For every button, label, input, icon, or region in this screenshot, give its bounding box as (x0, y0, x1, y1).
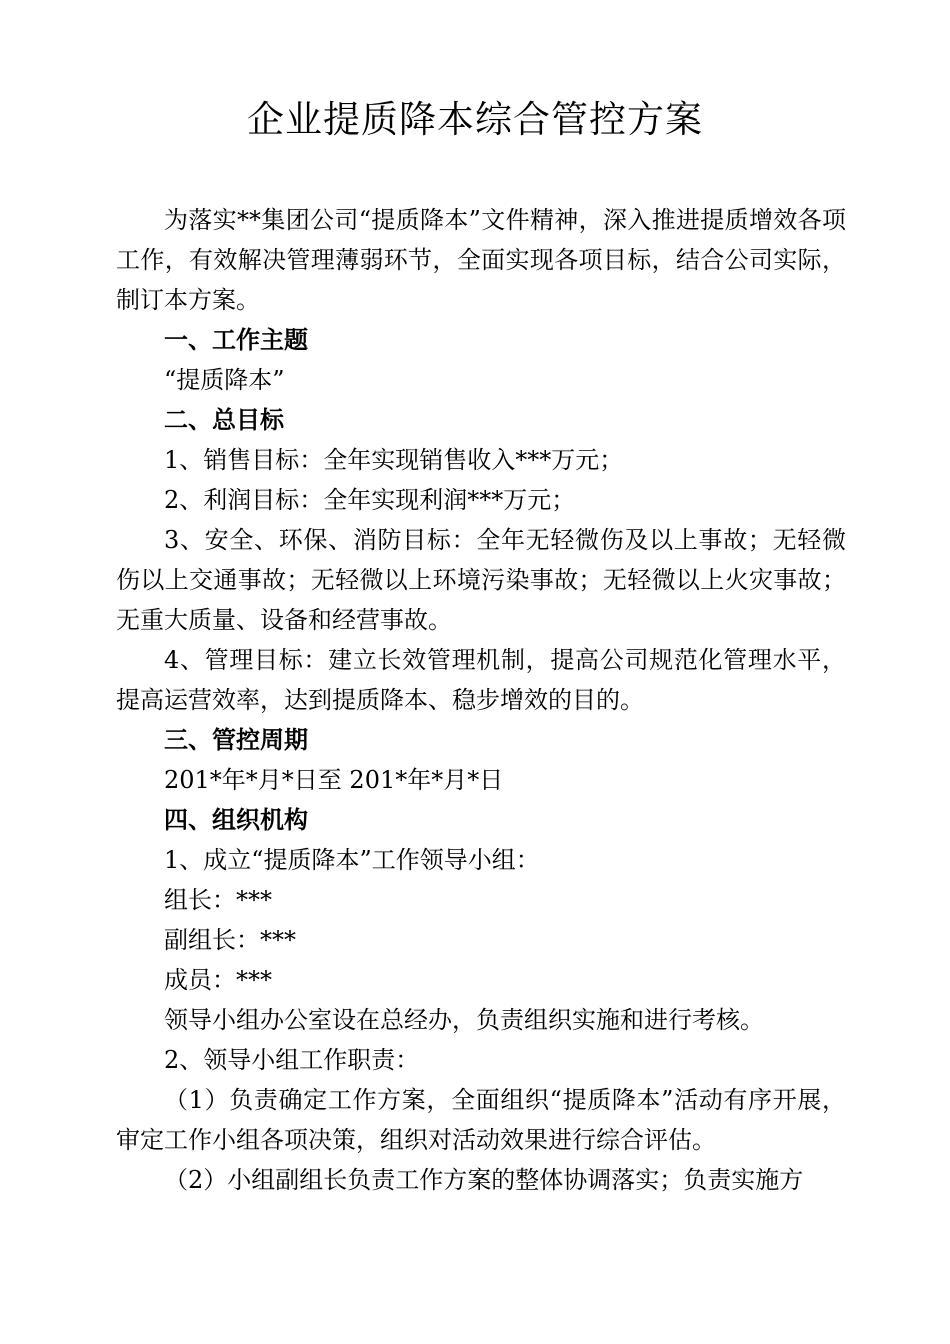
duty-item-2: （2）小组副组长负责工作方案的整体协调落实；负责实施方 (164, 1166, 804, 1194)
goal-item-management: 4、管理目标：建立长效管理机制，提高公司规范化管理水平，提高运营效率，达到提质降本、稳步增效的目的。 (116, 646, 846, 714)
section-heading-period: 三、管控周期 (164, 726, 308, 754)
period-content: 201*年*月*日至 201*年*月*日 (164, 766, 504, 794)
org-line-members: 成员：*** (164, 966, 272, 994)
org-line-deputy: 副组长：*** (164, 926, 296, 954)
document-body (116, 200, 846, 1200)
goal-item-profit: 2、利润目标：全年实现利润***万元； (164, 486, 576, 514)
section-heading-goals: 二、总目标 (164, 406, 284, 434)
org-line-establish: 1、成立“提质降本”工作领导小组： (164, 846, 540, 874)
section-heading-theme: 一、工作主题 (164, 326, 308, 354)
duty-item-1: （1）负责确定工作方案，全面组织“提质降本”活动有序开展，审定工作小组各项决策，组织对活动效果进行综合评估。 (116, 1086, 846, 1154)
intro-paragraph: 为落实**集团公司“提质降本”文件精神，深入推进提质增效各项工作，有效解决管理薄弱环节，全面实现各项目标，结合公司实际，制订本方案。 (116, 206, 846, 314)
org-line-office: 领导小组办公室设在总经办，负责组织实施和进行考核。 (164, 1006, 764, 1034)
document-title: 企业提质降本综合管控方案 (247, 98, 703, 141)
theme-content: “提质降本” (164, 366, 285, 394)
org-line-duties-heading: 2、领导小组工作职责： (164, 1046, 420, 1074)
org-line-leader: 组长：*** (164, 886, 272, 914)
goal-item-safety: 3、安全、环保、消防目标：全年无轻微伤及以上事故；无轻微伤以上交通事故；无轻微以上环境污染事故；无轻微以上火灾事故；无重大质量、设备和经营事故。 (116, 526, 846, 634)
section-heading-organization: 四、组织机构 (164, 806, 308, 834)
goal-item-sales: 1、销售目标：全年实现销售收入***万元； (164, 446, 624, 474)
